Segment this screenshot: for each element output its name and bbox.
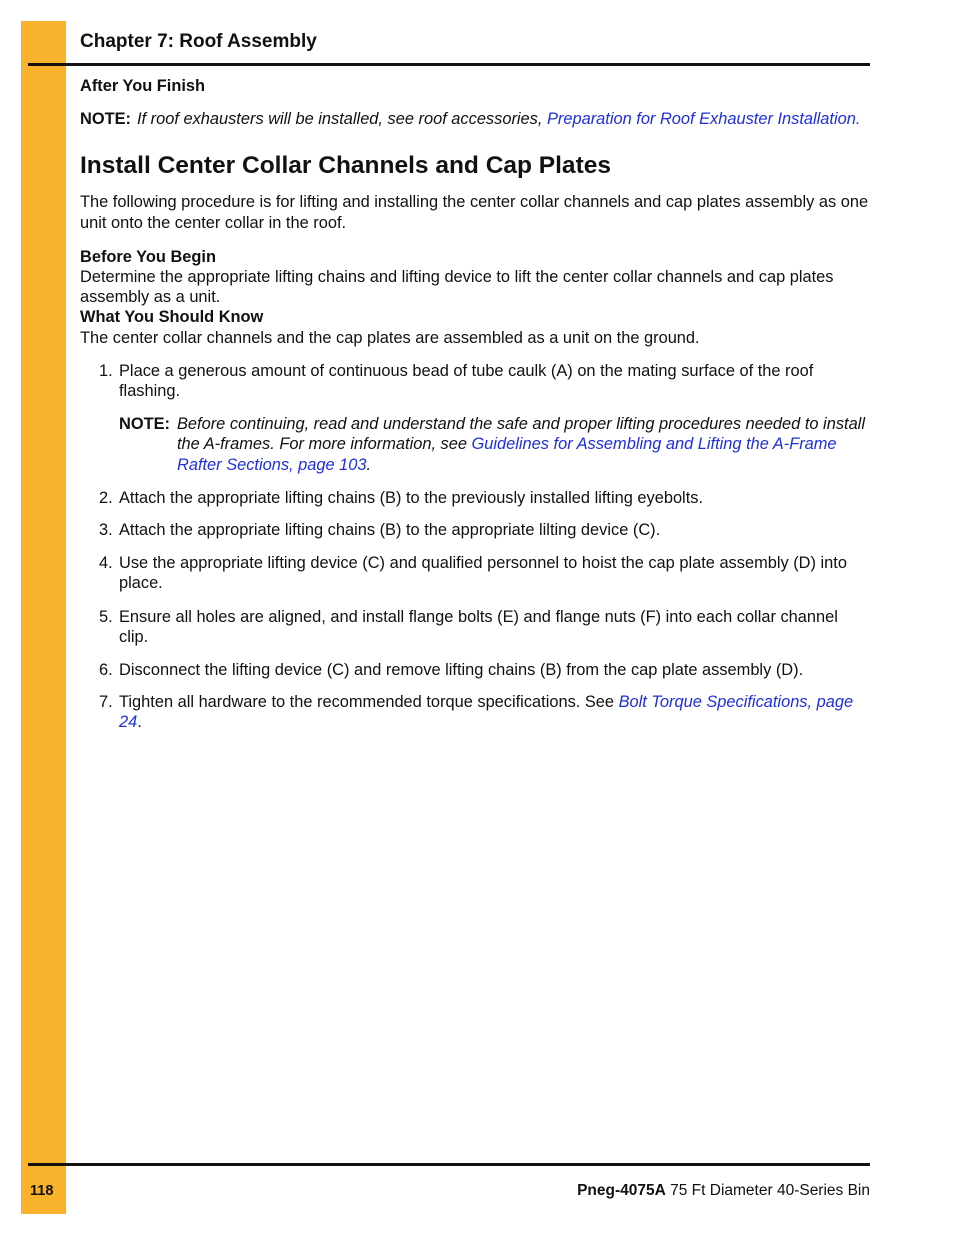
exhauster-note bbox=[80, 109, 870, 129]
header-rule bbox=[28, 63, 870, 66]
step-5 bbox=[80, 607, 870, 647]
bolt-torque-link[interactable]: Bolt Torque Specifications, page 24 bbox=[119, 693, 854, 732]
step-number: 4. bbox=[99, 554, 113, 573]
page-content bbox=[80, 76, 870, 733]
procedure-steps bbox=[80, 361, 870, 733]
note-text: Before continuing, read and understand the safe and proper lifting procedures needed to install the A-frames. For more information, see bbox=[177, 415, 865, 454]
step-text: Tighten all hardware to the recommended torque specifications. See bbox=[119, 693, 619, 712]
step-1-note bbox=[80, 414, 870, 475]
note-end: . bbox=[366, 455, 372, 474]
document-name: 75 Ft Diameter 40-Series Bin bbox=[665, 1182, 870, 1199]
step-number: 1. bbox=[99, 361, 113, 380]
page-number: 118 bbox=[30, 1183, 54, 1199]
step-1 bbox=[80, 361, 870, 401]
exhauster-prep-link[interactable]: Preparation for Roof Exhauster Installation. bbox=[546, 110, 861, 129]
a-frame-guidelines-link[interactable]: Guidelines for Assembling and Lifting the A-Frame Rafter Sections, page 103 bbox=[177, 435, 837, 474]
lifting-note bbox=[80, 414, 870, 475]
section-title: Install Center Collar Channels and Cap Plates bbox=[80, 152, 611, 180]
before-you-begin-heading: Before You Begin bbox=[80, 247, 216, 266]
what-you-should-know-text: The center collar channels and the cap plates are assembled as a unit on the ground. bbox=[80, 328, 700, 347]
what-you-should-know-heading: What You Should Know bbox=[80, 308, 264, 327]
step-7 bbox=[80, 692, 870, 732]
step-text: Place a generous amount of continuous bead of tube caulk (A) on the mating surface of the roof flashing. bbox=[119, 361, 814, 401]
step-number: 5. bbox=[99, 607, 113, 626]
step-2 bbox=[80, 488, 870, 508]
step-3 bbox=[80, 520, 870, 540]
step-4 bbox=[80, 553, 870, 593]
step-text: Use the appropriate lifting device (C) and qualified personnel to hoist the cap plate assembly (D) into place. bbox=[119, 554, 847, 593]
note-text: If roof exhausters will be installed, see roof accessories, bbox=[137, 110, 547, 129]
note-label: NOTE: bbox=[119, 415, 170, 434]
after-finish-heading: After You Finish bbox=[80, 77, 206, 95]
step-text: Attach the appropriate lifting chains (B) to the appropriate lilting device (C). bbox=[119, 521, 661, 540]
note-label: NOTE: bbox=[80, 110, 131, 129]
footer-rule bbox=[28, 1163, 870, 1166]
footer-document-title bbox=[577, 1182, 870, 1200]
step-number: 2. bbox=[99, 488, 113, 507]
step-text: Ensure all holes are aligned, and install flange bolts (E) and flange nuts (F) into each collar channel clip. bbox=[119, 607, 838, 646]
step-end: . bbox=[137, 713, 142, 732]
step-number: 3. bbox=[99, 521, 113, 540]
step-text: Disconnect the lifting device (C) and remove lifting chains (B) from the cap plate assembly (D). bbox=[119, 661, 804, 680]
step-number: 6. bbox=[99, 661, 113, 680]
step-text: Attach the appropriate lifting chains (B) to the previously installed lifting eyebolts. bbox=[119, 488, 704, 507]
step-number: 7. bbox=[99, 693, 113, 712]
section-intro: The following procedure is for lifting and installing the center collar channels and cap plates assembly as one unit onto the center collar in the roof. bbox=[80, 193, 869, 232]
chapter-sidebar-bar bbox=[21, 21, 66, 1214]
step-6 bbox=[80, 660, 870, 680]
before-you-begin-text: Determine the appropriate lifting chains and lifting device to lift the center collar channels and cap plates assembly as a unit. bbox=[80, 268, 834, 307]
chapter-title: Chapter 7: Roof Assembly bbox=[80, 31, 317, 52]
document-id: Pneg-4075A bbox=[577, 1182, 666, 1199]
